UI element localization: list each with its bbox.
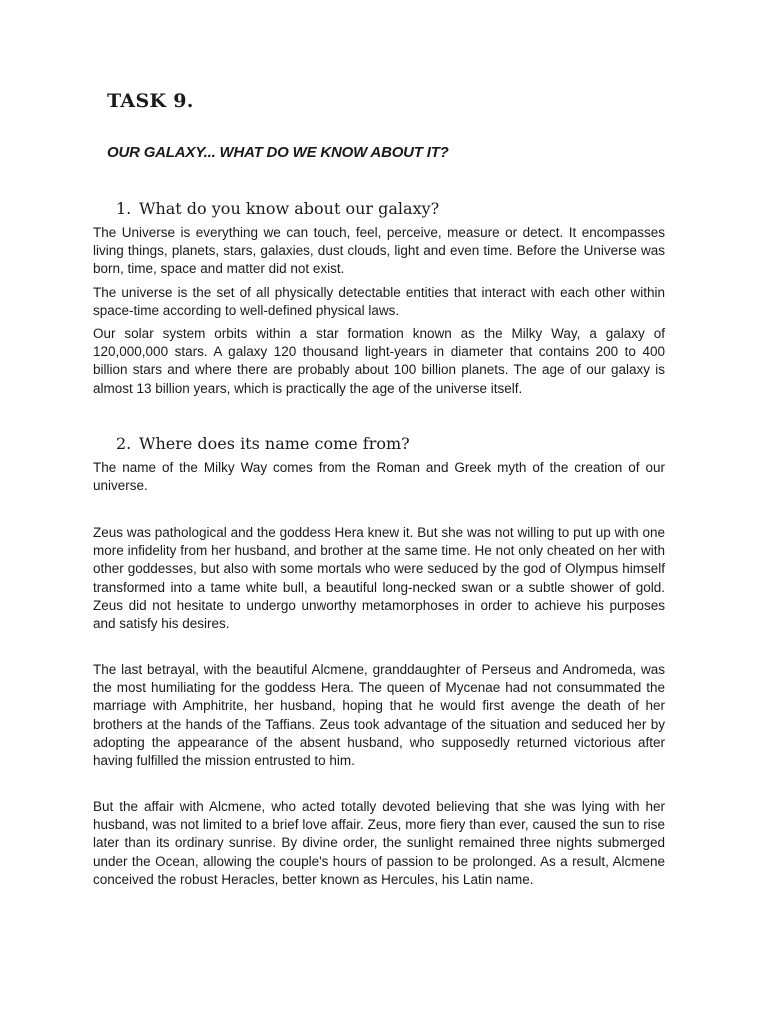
section-2-paragraph-1: The name of the Milky Way comes from the Roman and Greek myth of the creation of our universe. xyxy=(93,460,665,494)
section-1-heading-text: What do you know about our galaxy? xyxy=(139,199,440,218)
section-1-paragraph-3: Our solar system orbits within a star formation known as the Milky Way, a galaxy of 120,000,000 stars. A galaxy 120 thousand light-years in diameter that contains 200 to 400 billion stars and where there are probably about 100 billion planets. The age of our galaxy is almost 13 billion years, which is practically the age of the universe itself. xyxy=(93,326,665,396)
document-subtitle: OUR GALAXY... WHAT DO WE KNOW ABOUT IT? xyxy=(107,144,449,161)
section-2-number: 2. xyxy=(116,434,132,453)
task-title: TASK 9. xyxy=(107,90,194,112)
section-1-paragraph-1: The Universe is everything we can touch, feel, perceive, measure or detect. It encompasses living things, planets, stars, galaxies, dust clouds, light and even time. Before the Universe was born, time, space and matter did not exist. xyxy=(93,225,665,277)
section-2-heading-text: Where does its name come from? xyxy=(139,434,410,453)
section-2-heading xyxy=(116,434,410,453)
section-2-paragraph-2: Zeus was pathological and the goddess Hera knew it. But she was not willing to put up with one more infidelity from her husband, and brother at the same time. He not only cheated on her with other goddesses, but also with some mortals who were seduced by the god of Olympus himself transformed into a tame white bull, a beautiful long-necked swan or a subtle shower of gold. Zeus did not hesitate to undergo unworthy metamorphoses in order to achieve his purposes and satisfy his desires. xyxy=(93,525,665,632)
section-2-paragraph-4: But the affair with Alcmene, who acted totally devoted believing that she was lying with her husband, was not limited to a brief love affair. Zeus, more fiery than ever, caused the sun to rise later than its ordinary sunrise. By divine order, the sunlight remained three nights submerged under the Ocean, allowing the couple's hours of passion to be prolonged. As a result, Alcmene conceived the robust Heracles, better known as Hercules, his Latin name. xyxy=(93,799,665,887)
section-1-paragraph-2: The universe is the set of all physically detectable entities that interact with each other within space-time according to well-defined physical laws. xyxy=(93,285,665,319)
section-2-paragraph-3: The last betrayal, with the beautiful Alcmene, granddaughter of Perseus and Andromeda, was the most humiliating for the goddess Hera. The queen of Mycenae had not consummated the marriage with Amphitrite, her husband, hoping that he would first avenge the death of her brothers at the hands of the Taffians. Zeus took advantage of the situation and seduced her by adopting the appearance of the absent husband, who supposedly returned victorious after having fulfilled the mission entrusted to him. xyxy=(93,662,665,769)
section-1-number: 1. xyxy=(116,199,132,218)
section-1-heading xyxy=(116,199,439,218)
